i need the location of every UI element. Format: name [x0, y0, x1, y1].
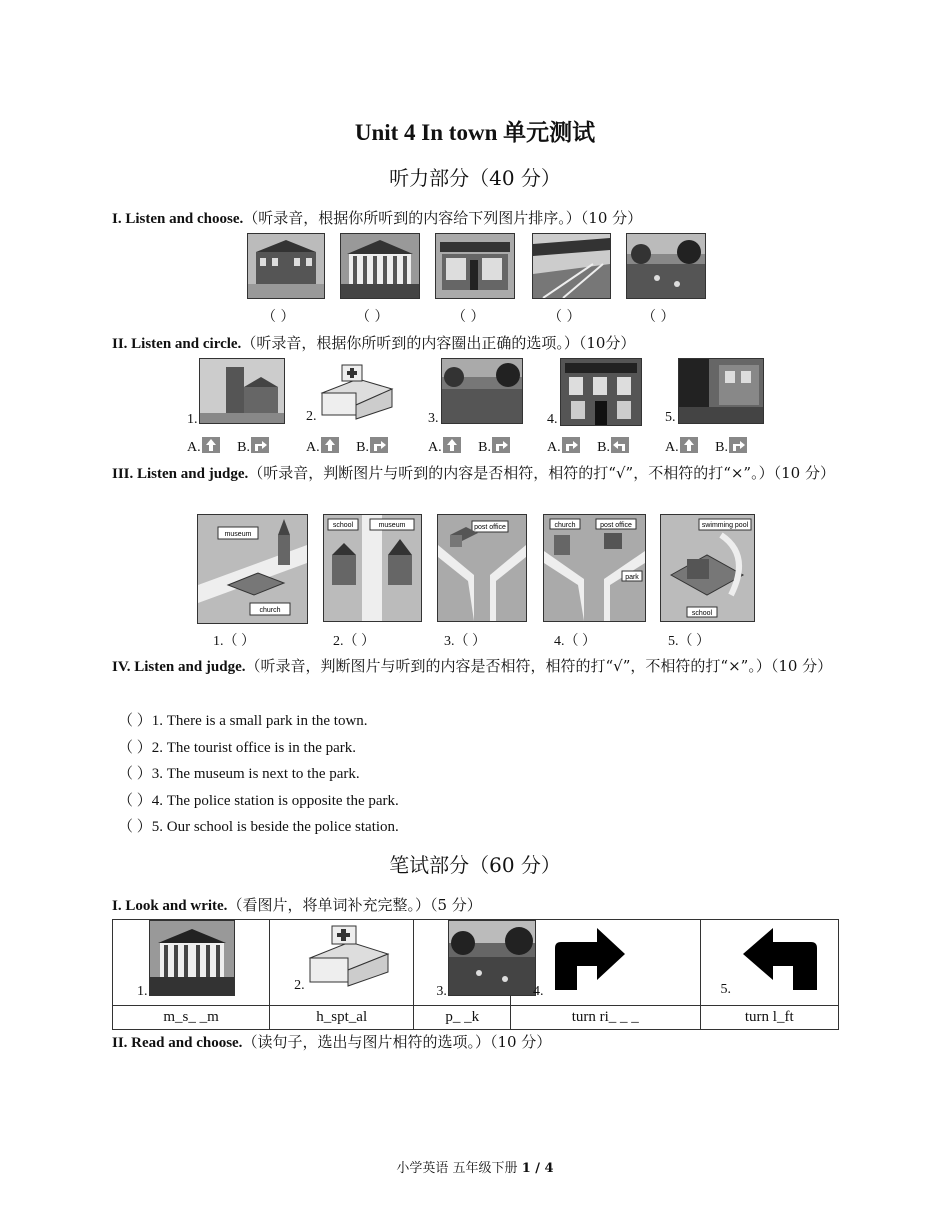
- answer-blank[interactable]: 1.（ ）: [213, 634, 255, 649]
- option-b-label[interactable]: B.: [478, 440, 491, 455]
- map-label: school: [691, 610, 713, 617]
- section-label: I. Look and write.: [112, 898, 228, 914]
- item-number: 4.: [533, 984, 544, 999]
- map-label: church: [259, 607, 281, 614]
- section-instruction: （听录音，判断图片与听到的内容是否相符，相符的打“√”，不相符的打“×”。）（10 分）: [248, 464, 835, 482]
- picture-cell: [414, 920, 511, 1006]
- museum-photo: [340, 233, 420, 299]
- answer-blank[interactable]: （ ）: [452, 309, 485, 325]
- section-instruction: （读句子，选出与图片相符的选项。）（10 分）: [242, 1033, 552, 1051]
- item-number: 4.: [547, 412, 558, 427]
- statement-2[interactable]: （ ）2. The tourist office is in the park.: [118, 740, 357, 756]
- right-turn-arrow-icon[interactable]: [251, 437, 269, 453]
- map-post-office: [437, 514, 527, 622]
- train-station-photo: [532, 233, 611, 299]
- option-pair-4: [547, 437, 629, 456]
- map-museum-church: [197, 514, 308, 624]
- item-number: 5.: [720, 982, 732, 997]
- word-blank[interactable]: m_s_ _m: [113, 1006, 270, 1030]
- hospital-drawing: [318, 357, 396, 421]
- option-pair-1: [187, 437, 269, 456]
- word-blank[interactable]: turn ri_ _ _: [511, 1006, 700, 1030]
- straight-arrow-icon[interactable]: [202, 437, 220, 453]
- section-label: II. Read and choose.: [112, 1035, 243, 1051]
- left-turn-sign: [733, 920, 825, 996]
- writing-part1-heading: [112, 892, 842, 919]
- map-label: swimming pool: [701, 522, 749, 529]
- item-number: 1.: [187, 412, 198, 427]
- option-b-label[interactable]: B.: [715, 440, 728, 455]
- option-a-label[interactable]: A.: [547, 440, 561, 455]
- option-b-label[interactable]: B.: [237, 440, 250, 455]
- straight-arrow-icon[interactable]: [680, 437, 698, 453]
- section-instruction: （听录音，根据你所听到的内容圈出正确的选项。）（10分）: [241, 334, 636, 352]
- shop-photo: [435, 233, 515, 299]
- option-b-label[interactable]: B.: [597, 440, 610, 455]
- option-a-label[interactable]: A.: [306, 440, 320, 455]
- listening-part1-heading: [112, 205, 842, 232]
- picture-cell: [511, 920, 700, 1006]
- building-photo: [560, 358, 642, 426]
- statement-4[interactable]: （ ）4. The police station is opposite the park.: [118, 793, 399, 809]
- item-number: 2.: [306, 409, 317, 424]
- writing-heading: 笔试部分（60 分）: [389, 853, 561, 877]
- map-label: park: [625, 574, 639, 581]
- option-b-label[interactable]: B.: [356, 440, 369, 455]
- statement-3[interactable]: （ ）3. The museum is next to the park.: [118, 766, 360, 782]
- listening-heading: 听力部分（40 分）: [389, 166, 561, 190]
- section-label: I. Listen and choose.: [112, 211, 244, 227]
- listening-part2-heading: [112, 330, 842, 357]
- museum-photo: [149, 920, 235, 996]
- answer-blank[interactable]: 5.（ ）: [668, 634, 710, 649]
- statement-1[interactable]: （ ）1. There is a small park in the town.: [118, 713, 368, 729]
- item-number: 1.: [137, 984, 148, 999]
- right-turn-arrow-icon[interactable]: [370, 437, 388, 453]
- map-label: church: [554, 522, 576, 529]
- answer-blank[interactable]: （ ）: [356, 309, 389, 325]
- word-blank[interactable]: turn l_ft: [700, 1006, 838, 1030]
- left-turn-arrow-icon[interactable]: [611, 437, 629, 453]
- option-pair-2: [306, 437, 388, 456]
- listening-part3-heading: [112, 460, 842, 487]
- option-pair-3: [428, 437, 510, 456]
- map-label: post office: [600, 522, 632, 529]
- word-blank[interactable]: h_spt_al: [270, 1006, 414, 1030]
- map-label: museum: [378, 522, 406, 529]
- item-number: 3.: [428, 411, 439, 426]
- option-pair-5: [665, 437, 747, 456]
- answer-blank[interactable]: （ ）: [642, 309, 675, 325]
- page-number: 1 / 4: [521, 1161, 554, 1176]
- street-photo: [678, 358, 764, 424]
- hospital-drawing: [306, 920, 392, 988]
- option-a-label[interactable]: A.: [428, 440, 442, 455]
- look-and-write-table: [112, 919, 839, 1030]
- answer-blank[interactable]: 4.（ ）: [554, 634, 596, 649]
- manor-house-photo: [247, 233, 325, 299]
- page-footer: [0, 1157, 950, 1176]
- map-church-post-office-park: [543, 514, 646, 622]
- writing-part2-heading: [112, 1029, 842, 1056]
- page-title: Unit 4 In town 单元测试: [354, 120, 596, 145]
- statement-5[interactable]: （ ）5. Our school is beside the police station.: [118, 819, 399, 835]
- section-instruction: （看图片，将单词补充完整。）（5 分）: [227, 896, 482, 914]
- picture-cell: [700, 920, 838, 1006]
- item-number: 2.: [294, 978, 305, 993]
- word-blank[interactable]: p_ _k: [414, 1006, 511, 1030]
- map-label: museum: [224, 531, 252, 538]
- section-label: II. Listen and circle.: [112, 336, 242, 352]
- footer-text: 小学英语 五年级下册: [396, 1161, 522, 1176]
- section-instruction: （听录音，判断图片与听到的内容是否相符，相符的打“√”，不相符的打“×”。）（10 分）: [245, 657, 833, 675]
- answer-blank[interactable]: （ ）: [548, 309, 581, 325]
- map-label: school: [332, 522, 354, 529]
- right-turn-arrow-icon[interactable]: [492, 437, 510, 453]
- straight-arrow-icon[interactable]: [443, 437, 461, 453]
- answer-blank[interactable]: （ ）: [262, 309, 295, 325]
- map-label: post office: [474, 524, 506, 531]
- church-photo: [199, 358, 285, 424]
- section-instruction: （听录音，根据你所听到的内容给下列图片排序。）（10 分）: [243, 209, 643, 227]
- listening-part4-heading: [112, 653, 842, 680]
- park-photo: [626, 233, 706, 299]
- option-a-label[interactable]: A.: [187, 440, 201, 455]
- picture-cell: [113, 920, 270, 1006]
- section-label: IV. Listen and judge.: [112, 659, 246, 675]
- answer-blank[interactable]: 2.（ ）: [333, 634, 375, 649]
- right-turn-arrow-icon[interactable]: [729, 437, 747, 453]
- item-number: 5.: [665, 410, 676, 425]
- map-school-museum: [323, 514, 422, 622]
- item-number: 3.: [436, 984, 447, 999]
- right-turn-arrow-icon[interactable]: [562, 437, 580, 453]
- option-a-label[interactable]: A.: [665, 440, 679, 455]
- section-label: III. Listen and judge.: [112, 466, 249, 482]
- answer-blank[interactable]: 3.（ ）: [444, 634, 486, 649]
- straight-arrow-icon[interactable]: [321, 437, 339, 453]
- right-turn-sign: [545, 920, 633, 996]
- map-swimming-pool-school: [660, 514, 755, 622]
- park-photo: [441, 358, 523, 424]
- picture-cell: [270, 920, 414, 1006]
